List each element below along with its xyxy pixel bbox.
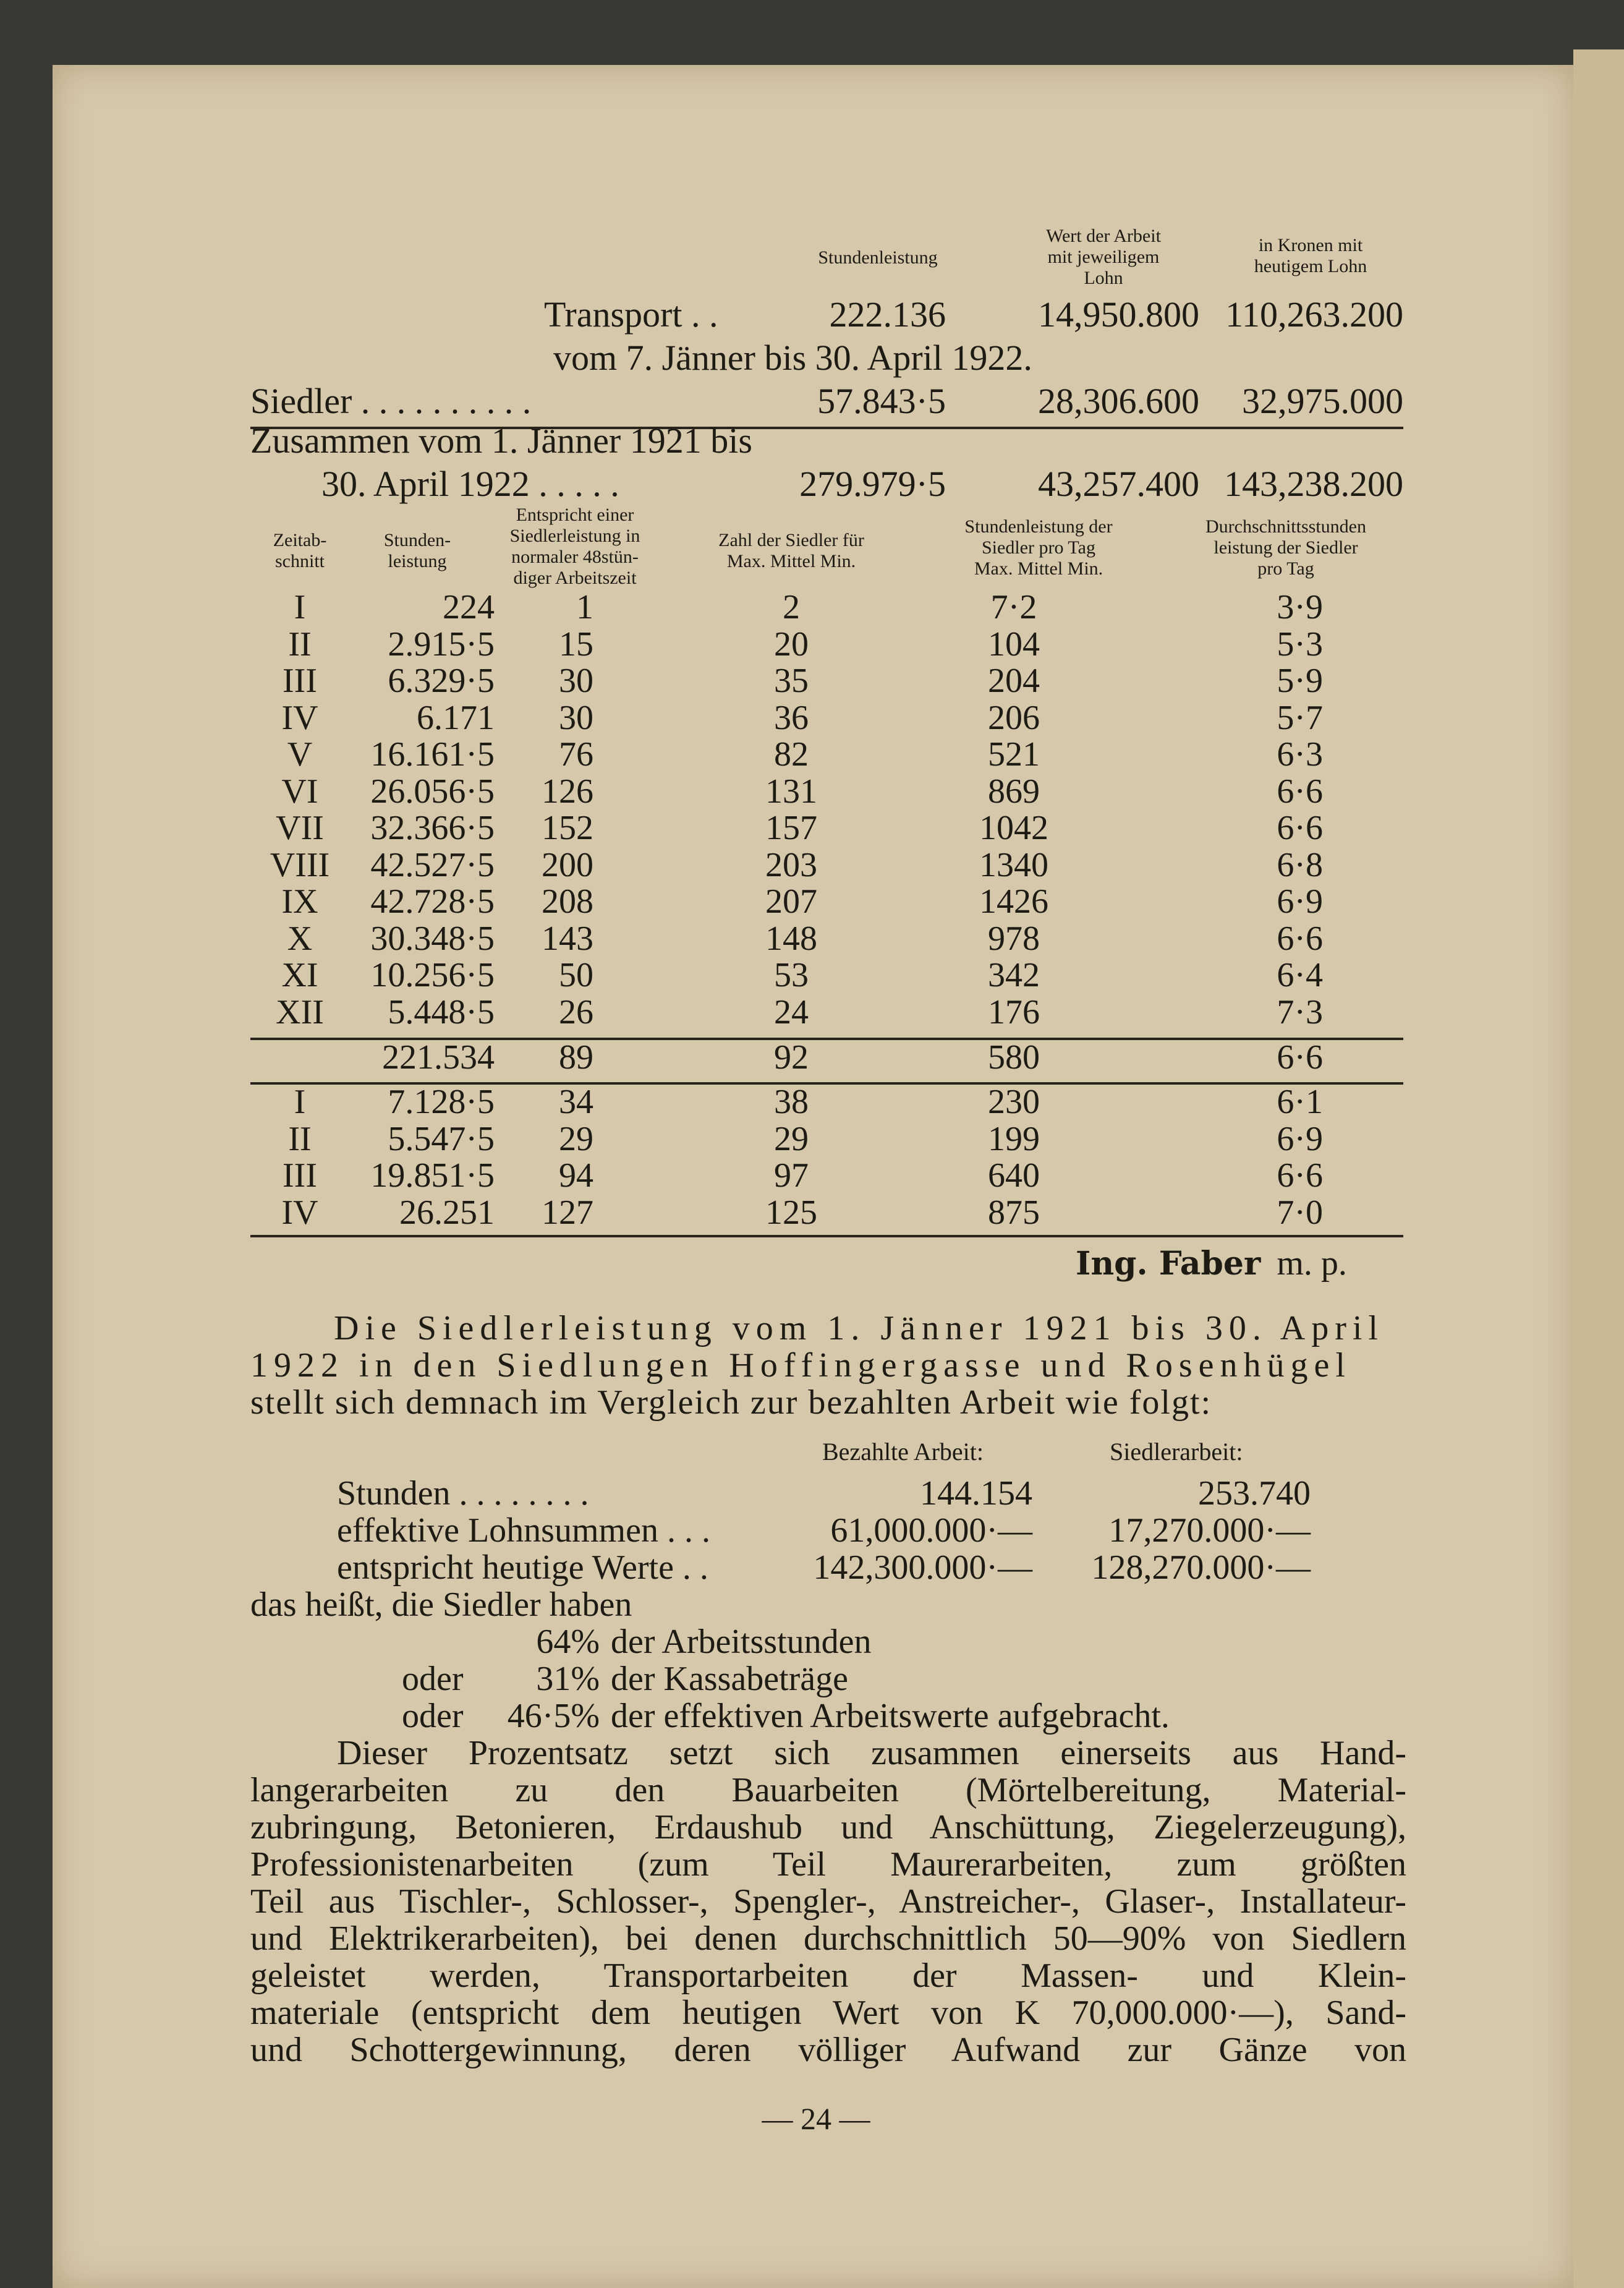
rule-table-end xyxy=(250,1235,1403,1237)
row-equiv: 34 xyxy=(559,1083,593,1121)
comparison-label: effektive Lohnsummen . . . xyxy=(337,1511,710,1550)
row-hours: 10.256·5 xyxy=(370,956,495,994)
percent-value: 64% xyxy=(536,1623,600,1661)
row-per-day: 230 xyxy=(988,1083,1040,1121)
row-per-day: 869 xyxy=(988,772,1040,811)
row-siedler: 35 xyxy=(774,662,809,700)
th-entspricht-4: diger Arbeitszeit xyxy=(513,568,637,588)
row-hours: 19.851·5 xyxy=(370,1156,495,1195)
th-zahl-2: Max. Mittel Min. xyxy=(726,551,856,571)
row-hours: 26.056·5 xyxy=(370,772,495,811)
row-per-day: 1042 xyxy=(979,809,1048,847)
row-period: I xyxy=(294,1083,306,1121)
vom-line: vom 7. Jänner bis 30. April 1922. xyxy=(553,338,1032,378)
th-durchschnitt-2: leistung der Siedler xyxy=(1214,537,1358,558)
row-equiv: 15 xyxy=(559,625,593,664)
row-equiv: 50 xyxy=(559,956,593,994)
row-avg: 3·9 xyxy=(1277,588,1323,626)
row-avg: 6·1 xyxy=(1277,1083,1323,1121)
row-per-day: 104 xyxy=(988,625,1040,664)
row-per-day: 206 xyxy=(988,698,1040,737)
comparison-paid: 144.154 xyxy=(920,1474,1032,1513)
header-wert-2: mit jeweiligem xyxy=(1047,247,1160,267)
zusammen-kronen: 143,238.200 xyxy=(1224,464,1403,504)
row-per-day: 176 xyxy=(988,992,1040,1031)
row-equiv: 26 xyxy=(559,992,593,1031)
row-avg: 6·9 xyxy=(1277,1119,1323,1158)
siedler-hours: 57.843·5 xyxy=(817,381,946,421)
row-per-day: 1340 xyxy=(979,845,1048,884)
percent-text: der effektiven Arbeitswerte aufgebracht. xyxy=(611,1697,1170,1735)
row-avg: 7·3 xyxy=(1277,992,1323,1031)
row-period: XII xyxy=(276,992,324,1031)
row-avg: 6·6 xyxy=(1277,772,1323,811)
row-hours: 42.728·5 xyxy=(370,882,495,921)
row-per-day: 1426 xyxy=(979,882,1048,921)
percent-prefix: oder xyxy=(402,1660,464,1698)
row-equiv: 152 xyxy=(542,809,593,847)
intro-line-3: stellt sich demnach im Vergleich zur bezahlten Arbeit wie folgt: xyxy=(250,1383,1212,1422)
percent-value: 31% xyxy=(536,1660,600,1698)
siedler-label: Siedler . . . . . . . . . . xyxy=(250,381,532,421)
th-stunden-1: Stunden- xyxy=(383,530,451,550)
comparison-label: Stunden . . . . . . . . xyxy=(337,1474,589,1513)
row-equiv: 30 xyxy=(559,698,593,737)
row-siedler: 20 xyxy=(774,625,809,664)
row-equiv: 29 xyxy=(559,1119,593,1158)
row-avg: 7·0 xyxy=(1277,1193,1323,1232)
zusammen-hours: 279.979·5 xyxy=(799,464,946,504)
row-hours: 26.251 xyxy=(399,1193,495,1232)
row-avg: 6·6 xyxy=(1277,1156,1323,1195)
row-siedler: 148 xyxy=(765,919,817,958)
row-siedler: 36 xyxy=(774,698,809,737)
row-avg: 6·9 xyxy=(1277,882,1323,921)
row-hours: 42.527·5 xyxy=(370,845,495,884)
row-siedler: 24 xyxy=(774,992,809,1031)
th-stunden-2: leistung xyxy=(388,551,447,571)
transport-kronen: 110,263.200 xyxy=(1225,294,1403,335)
row-period: VII xyxy=(276,809,324,847)
row-period: II xyxy=(288,1119,312,1158)
comparison-siedler: 128,270.000·— xyxy=(1091,1548,1311,1587)
row-equiv: 126 xyxy=(542,772,593,811)
row-avg: 6·3 xyxy=(1277,735,1323,774)
paragraph-line: geleistet werden, Transportarbeiten der Massen- und Klein- xyxy=(250,1957,1406,1995)
percent-text: der Kassabeträge xyxy=(611,1660,849,1698)
row-equiv: 127 xyxy=(542,1193,593,1232)
row-per-day: 342 xyxy=(988,956,1040,994)
row-avg: 5·9 xyxy=(1277,662,1323,700)
th-entspricht-2: Siedlerleistung in xyxy=(509,526,640,546)
row-period: IX xyxy=(281,882,318,921)
row-hours: 224 xyxy=(443,588,495,626)
row-hours: 2.915·5 xyxy=(388,625,495,664)
row-hours: 32.366·5 xyxy=(370,809,495,847)
row-hours: 7.128·5 xyxy=(388,1083,495,1121)
row-period: II xyxy=(288,625,312,664)
paragraph-line: Teil aus Tischler-, Schlosser-, Spengler-, Anstreicher-, Glaser-, Installateur- xyxy=(250,1882,1406,1921)
row-period: III xyxy=(283,1156,317,1195)
row-siedler: 97 xyxy=(774,1156,809,1195)
header-wert-1: Wert der Arbeit xyxy=(1046,226,1161,246)
row-period: X xyxy=(287,919,313,958)
intro-line-2: 1922 in den Siedlungen Hoffingergasse und Rosenhügel xyxy=(250,1346,1351,1385)
row-equiv: 208 xyxy=(542,882,593,921)
row-siedler: 38 xyxy=(774,1083,809,1121)
row-equiv: 200 xyxy=(542,845,593,884)
total-avg: 6·6 xyxy=(1277,1038,1323,1077)
row-per-day: 875 xyxy=(988,1193,1040,1232)
intro-line-1: Die Siedlerleistung vom 1. Jänner 1921 bis 30. April xyxy=(334,1309,1384,1347)
signature-suffix: m. p. xyxy=(1277,1244,1347,1283)
comparison-paid: 61,000.000·— xyxy=(830,1511,1032,1550)
heisst-line: das heißt, die Siedler haben xyxy=(250,1586,632,1624)
row-per-day: 7·2 xyxy=(990,588,1037,626)
paragraph-line: und Elektrikerarbeiten), bei denen durchschnittlich 50—90% von Siedlern xyxy=(250,1919,1406,1958)
row-siedler: 157 xyxy=(765,809,817,847)
row-avg: 6·6 xyxy=(1277,919,1323,958)
transport-label: Transport . . xyxy=(544,294,718,335)
zusammen-label: 30. April 1922 . . . . . xyxy=(321,464,619,504)
row-equiv: 143 xyxy=(542,919,593,958)
comparison-col2: Siedlerarbeit: xyxy=(1110,1438,1243,1466)
siedler-value: 28,306.600 xyxy=(1038,381,1199,421)
th-zeitab-2: schnitt xyxy=(275,551,325,571)
row-siedler: 131 xyxy=(765,772,817,811)
th-pro-tag-2: Siedler pro Tag xyxy=(982,537,1095,558)
th-zeitab-1: Zeitab- xyxy=(273,530,327,550)
row-period: XI xyxy=(281,956,318,994)
comparison-paid: 142,300.000·— xyxy=(813,1548,1032,1587)
comparison-siedler: 253.740 xyxy=(1198,1474,1311,1513)
total-hours: 221.534 xyxy=(382,1038,495,1077)
row-equiv: 1 xyxy=(576,588,593,626)
row-period: III xyxy=(283,662,317,700)
header-kronen-1: in Kronen mit xyxy=(1258,235,1363,255)
row-per-day: 978 xyxy=(988,919,1040,958)
row-period: VIII xyxy=(270,845,330,884)
comparison-label: entspricht heutige Werte . . xyxy=(337,1548,708,1587)
paragraph-line: langerarbeiten zu den Bauarbeiten (Mörtelbereitung, Material- xyxy=(250,1771,1406,1809)
row-hours: 6.171 xyxy=(417,698,495,737)
total-equiv: 89 xyxy=(559,1038,593,1077)
row-avg: 5·3 xyxy=(1277,625,1323,664)
header-kronen-2: heutigem Lohn xyxy=(1254,256,1367,276)
paragraph-line: materiale (entspricht dem heutigen Wert von K 70,000.000·—), Sand- xyxy=(250,1994,1406,2032)
comparison-siedler: 17,270.000·— xyxy=(1108,1511,1311,1550)
row-siedler: 2 xyxy=(783,588,800,626)
row-siedler: 203 xyxy=(765,845,817,884)
row-period: V xyxy=(287,735,313,774)
row-hours: 5.448·5 xyxy=(388,992,495,1031)
th-pro-tag-3: Max. Mittel Min. xyxy=(974,558,1103,579)
page-number: — 24 — xyxy=(762,2101,870,2136)
row-per-day: 640 xyxy=(988,1156,1040,1195)
th-durchschnitt-1: Durchschnittsstunden xyxy=(1205,516,1366,537)
row-avg: 5·7 xyxy=(1277,698,1323,737)
siedler-kronen: 32,975.000 xyxy=(1242,381,1403,421)
comparison-col1: Bezahlte Arbeit: xyxy=(822,1438,984,1466)
th-durchschnitt-3: pro Tag xyxy=(1257,558,1314,579)
row-equiv: 30 xyxy=(559,662,593,700)
row-equiv: 76 xyxy=(559,735,593,774)
row-per-day: 521 xyxy=(988,735,1040,774)
paragraph-line: und Schottergewinnung, deren völliger Aufwand zur Gänze von xyxy=(250,2031,1406,2069)
signature xyxy=(1076,1243,1347,1284)
row-siedler: 82 xyxy=(774,735,809,774)
total-siedler: 92 xyxy=(774,1038,809,1077)
row-siedler: 207 xyxy=(765,882,817,921)
signature-name: Ing. Faber xyxy=(1076,1245,1261,1283)
zusammen-value: 43,257.400 xyxy=(1038,464,1199,504)
paragraph-line: zubringung, Betonieren, Erdaushub und Anschüttung, Ziegelerzeugung), xyxy=(250,1808,1406,1846)
row-siedler: 125 xyxy=(765,1193,817,1232)
percent-text: der Arbeitsstunden xyxy=(611,1623,872,1661)
row-period: VI xyxy=(281,772,318,811)
row-hours: 5.547·5 xyxy=(388,1119,495,1158)
row-avg: 6·6 xyxy=(1277,809,1323,847)
row-siedler: 29 xyxy=(774,1119,809,1158)
total-per-day: 580 xyxy=(988,1038,1040,1077)
row-siedler: 53 xyxy=(774,956,809,994)
zusammen-line1: Zusammen vom 1. Jänner 1921 bis xyxy=(250,420,752,461)
row-period: I xyxy=(294,588,306,626)
paragraph-line: Dieser Prozentsatz setzt sich zusammen einerseits aus Hand- xyxy=(337,1734,1406,1772)
row-hours: 30.348·5 xyxy=(370,919,495,958)
row-avg: 6·8 xyxy=(1277,845,1323,884)
row-per-day: 199 xyxy=(988,1119,1040,1158)
row-avg: 6·4 xyxy=(1277,956,1323,994)
row-hours: 6.329·5 xyxy=(388,662,495,700)
row-equiv: 94 xyxy=(559,1156,593,1195)
row-per-day: 204 xyxy=(988,662,1040,700)
row-hours: 16.161·5 xyxy=(370,735,495,774)
transport-value: 14,950.800 xyxy=(1038,294,1199,335)
row-period: IV xyxy=(281,1193,318,1232)
percent-prefix: oder xyxy=(402,1697,464,1735)
th-zahl-1: Zahl der Siedler für xyxy=(718,530,864,550)
row-period: IV xyxy=(281,698,318,737)
th-entspricht-3: normaler 48stün- xyxy=(511,547,639,567)
header-stundenleistung: Stundenleistung xyxy=(818,247,938,268)
paragraph-line: Professionistenarbeiten (zum Teil Maurerarbeiten, zum größten xyxy=(250,1845,1406,1884)
transport-hours: 222.136 xyxy=(829,294,946,335)
th-pro-tag-1: Stundenleistung der xyxy=(964,516,1113,537)
th-entspricht-1: Entspricht einer xyxy=(516,505,634,525)
percent-value: 46·5% xyxy=(507,1697,600,1735)
header-wert-3: Lohn xyxy=(1084,268,1123,288)
